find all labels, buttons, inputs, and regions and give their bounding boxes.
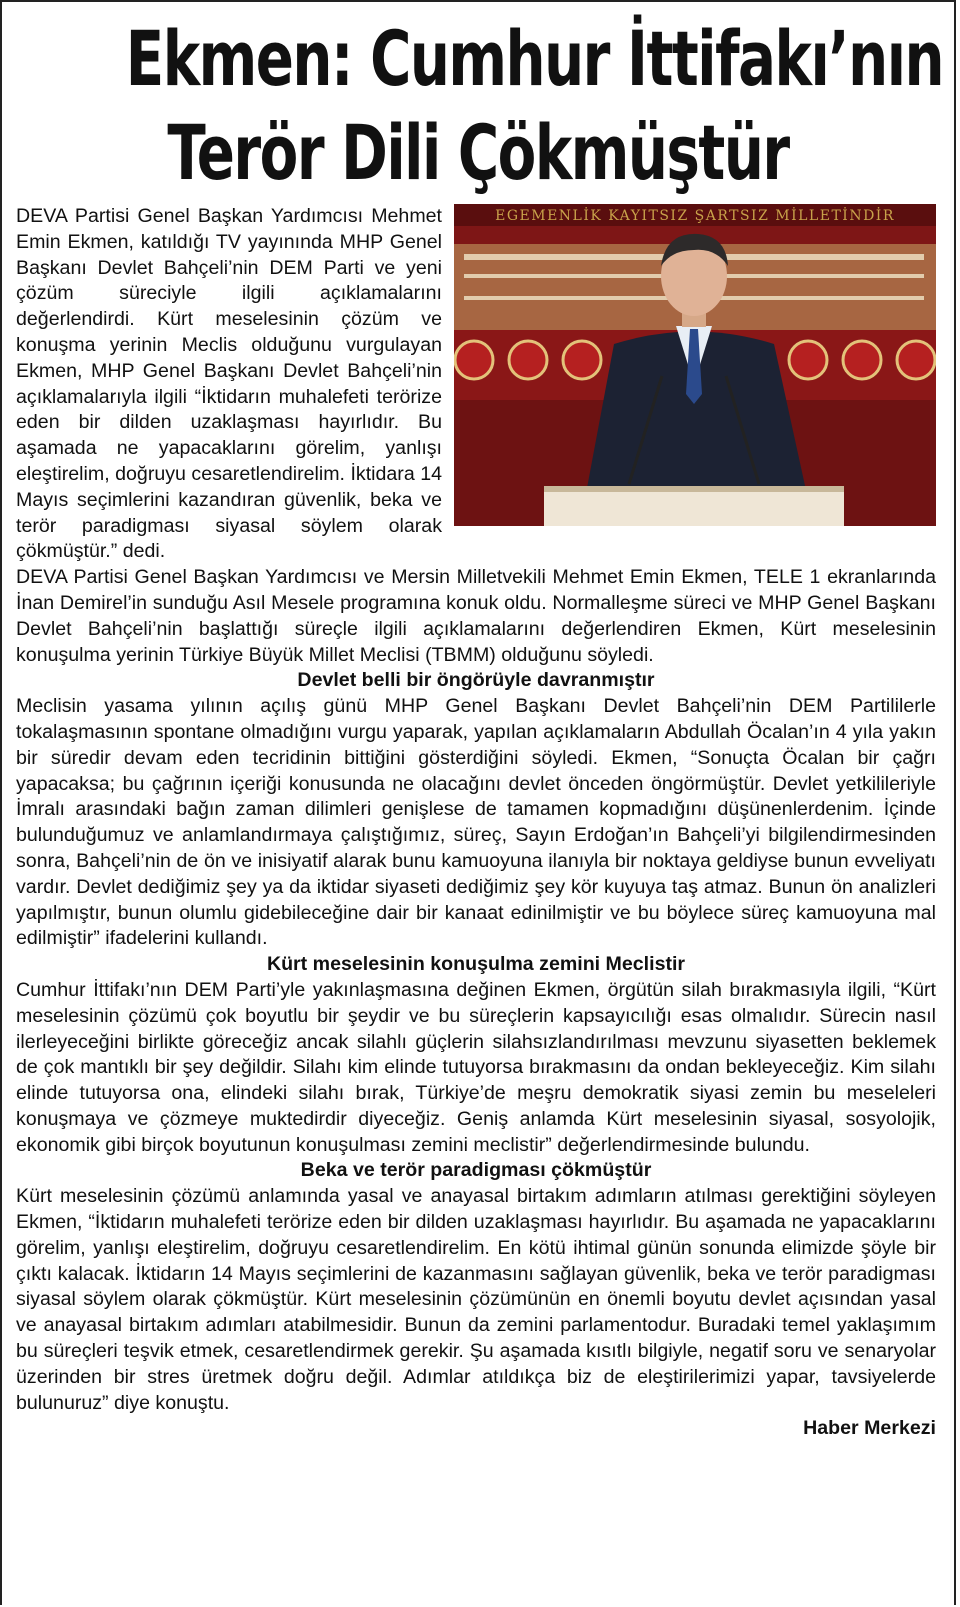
article-body (16, 204, 936, 1442)
banner-text: EGEMENLİK KAYITSIZ ŞARTSIZ MİLLETİNDİR (495, 208, 895, 224)
section-2-body: Cumhur İttifakı’nın DEM Parti’yle yakınlaşmasına değinen Ekmen, örgütün silah bırakmasıyla ilgili, “Kürt meselesinin çözümü çok boyutlu bir şeydir ve bu süreçlerin kapsayıcılığı esas olmalıdır. Sürecin nasıl ilerleyeceğini birlikte göreceğiz ancak silahlı güçlerin silahsızlandırılması mevzunu siyasetten beklemek de çok mantıklı bir şey değildir. Silahı kim elinde tutuyorsa bırakmasını da ondan bekleyeceğiz. Kim silahı elinde tutuyorsa ona, elindeki silahı bırak, Türkiye’de meşru demokratik siyasi zemin bu meseleleri konuşmaya ve çözmeye muktedirdir diyeceğiz. Geniş anlamda Kürt meselesinin siyasal, sosyolojik, ekonomik gibi birçok boyutunun konuşulması zemini meclistir” değerlendirmesinde bulundu. (16, 978, 936, 1156)
paragraph-1: DEVA Partisi Genel Başkan Yardımcısı ve Mersin Milletvekili Mehmet Emin Ekmen, TELE 1 ekranlarında İnan Demirel’in sunduğu Asıl Mesele programına konuk oldu. Normalleşme süreci ve MHP Genel Başkanı Devlet Bahçeli’nin başlattığı süreçle ilgili açıklamalarını değerlendiren Ekmen, Kürt meselesinin konuşulma yerinin Türkiye Büyük Millet Meclisi (TBMM) olduğunu söyledi. (16, 566, 936, 666)
section-1-body: Meclisin yasama yılının açılış günü MHP Genel Başkanı Devlet Bahçeli’nin DEM Partililerle tokalaşmasının spontane olmadığını vurgu yaparak, yapılan açıklamaların Abdullah Öcalan’ın 4 yıla yakın bir süredir devam eden tecridinin bittiğini gösterdiğini söyledi. Ekmen, “Sonuçta Öcalan bir çağrı yapacaksa; bu çağrının içeriği konusunda ne olacağını devlet önceden öngörmüştür. Devlet yetkilileriyle İmralı arasındaki bağın zaman dilimleri genişlese de tamamen kopmadığını düşünenlerdenim. İçinde bulunduğumuz ve anlamlandırmaya çalıştığımız, süreç, Sayın Erdoğan’ın Bahçeli’yi bilgilendirmesinden sonra, Bahçeli’nin de ön ve inisiyatif alarak bunu kamuoyuna ilanıyla bir noktaya geldiyse bunun evveliyatı vardır. Devlet dediğimiz şey ya da iktidar siyaseti dediğimiz şey kör kuyuya taş atmaz. Bunun ön analizleri yapılmıştır, bunun olumlu gidebileceğine dair bir kanaat edinilmiştir ve bu böylece süreç kamuoyuna mal edilmiştir” ifadelerini kullandı. (16, 695, 936, 950)
subheading-2: Kürt meselesinin konuşulma zemini Meclistir (266, 953, 686, 976)
headline (125, 2, 944, 200)
person-at-podium-photo (454, 204, 936, 526)
photo-illustration (454, 204, 936, 526)
section-3-body: Kürt meselesinin çözümü anlamında yasal ve anayasal birtakım adımların atılması gerektiğini söyleyen Ekmen, “İktidarın muhalefeti terörize eden bir dilden uzaklaşması hayırlıdır. Bu aşamada ne yapacaklarını görelim, yanlışı eleştirelim, doğruyu cesaretlendirelim. En kötü ihtimal günün sonunda elimizde şöyle bir çıktı kalacak. İktidarın 14 Mayıs seçimlerini de kazanmasını sağlayan güvenlik, beka ve terör paradigması siyasal söylem olarak çökmüştür. Kürt meselesinin çözümünün en önemli boyutu devlet açısından yasal ve anayasal birtakım adımları atabilmesidir. Bunun da zemini parlamentodur. Buradaki temel yaklaşımım bu süreçleri teşvik etmek, cesaretlendirmek gerekir. Şu aşamada kısıtlı bilgiyle, negatif soru ve senaryolar üzerinden bir stres üretmek doğru değil. Adımlar atıldıkça biz de eleştirilerimizi yapar, tavsiyelerde bulunuruz” diye konuştu. (16, 1185, 936, 1414)
headline-line-1: Ekmen: Cumhur İttifakı’nın (125, 14, 944, 103)
headline-line-2: Terör Dili Çökmüştür (167, 108, 789, 197)
subheading-3: Beka ve terör paradigması çökmüştür (300, 1159, 652, 1182)
intro-paragraph: DEVA Partisi Genel Başkan Yardımcısı Mehmet Emin Ekmen, katıldığı TV yayınında MHP Genel Başkanı Devlet Bahçeli’nin DEM Parti ve yeni çözüm süreciyle ilgili açıklamalarını değerlendirdi. Kürt meselesinin çözüm ve konuşma yerinin Meclis olduğunu vurgulayan Ekmen, MHP Genel Başkanı Devlet Bahçeli’nin açıklamalarıyla ilgili “İktidarın muhalefeti terörize eden bir dilden uzaklaşması hayırlıdır. Bu aşamada ne yapacaklarını görelim, yanlışı eleştirelim, doğruyu cesaretlendirelim. İktidara 14 Mayıs seçimlerini kazandıran güvenlik, beka ve terör paradigması siyasal söylem olarak çökmüştür.” dedi. (16, 205, 442, 563)
byline-credit: Haber Merkezi (803, 1417, 936, 1440)
subheading-1: Devlet belli bir öngörüyle davranmıştır (297, 669, 655, 692)
